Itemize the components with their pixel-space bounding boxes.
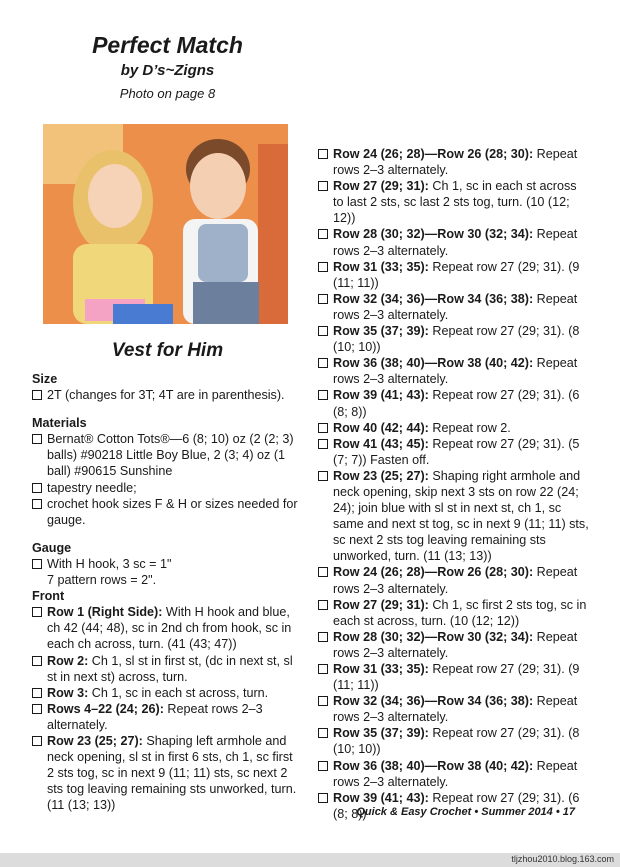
pattern-row: [318, 420, 590, 436]
checkbox-icon[interactable]: [318, 632, 328, 642]
pattern-row: [32, 701, 302, 733]
pattern-row: [32, 653, 302, 685]
materials-item: [32, 496, 302, 528]
checkbox-icon[interactable]: [318, 728, 328, 738]
row-text: Ch 1, sc in each st across, turn.: [88, 685, 269, 700]
checkbox-icon[interactable]: [318, 181, 328, 191]
row-text: Ch 1, sc in each st across to last 2 sts, sc last 2 sts tog, turn. (10 (12; 12)): [333, 179, 577, 226]
children-photo: [43, 124, 288, 324]
page-footer: Quick & Easy Crochet • Summer 2014 • 17: [356, 806, 575, 818]
row-label: Row 36 (38; 40)—Row 38 (40; 42):: [333, 356, 534, 371]
checkbox-icon[interactable]: [318, 294, 328, 304]
row-label: Row 28 (30; 32)—Row 30 (32; 34):: [333, 227, 534, 242]
row-label: Row 1 (Right Side):: [47, 605, 163, 620]
row-label: Row 36 (38; 40)—Row 38 (40; 42):: [333, 758, 534, 773]
checkbox-icon[interactable]: [318, 358, 328, 368]
page-title: Perfect Match: [92, 32, 243, 58]
materials-heading: Materials: [32, 416, 87, 431]
row-text: Repeat rows 2–3 alternately.: [333, 356, 578, 387]
row-label: Row 2:: [47, 653, 89, 668]
pattern-row: [318, 436, 590, 468]
checkbox-icon[interactable]: [318, 423, 328, 433]
pattern-row: [318, 693, 590, 725]
checkbox-icon[interactable]: [32, 483, 42, 493]
materials-item: [32, 431, 302, 479]
checkbox-icon[interactable]: [32, 390, 42, 400]
row-label: Row 27 (29; 31):: [333, 597, 429, 612]
checkbox-icon[interactable]: [318, 149, 328, 159]
pattern-row: [32, 604, 302, 652]
row-label: Row 3:: [47, 685, 89, 700]
row-text: Repeat rows 2–3 alternately.: [333, 694, 578, 725]
row-label: Row 23 (25; 27):: [47, 733, 143, 748]
size-text: 2T (changes for 3T; 4T are in parenthesis).: [47, 388, 285, 403]
pattern-row: [318, 323, 590, 355]
checkbox-icon[interactable]: [318, 696, 328, 706]
checkbox-icon[interactable]: [318, 439, 328, 449]
gauge-text-2: 7 pattern rows = 2".: [47, 573, 157, 588]
pattern-row: [318, 564, 590, 596]
row-text: Repeat row 27 (29; 31). (8 (10; 10)): [333, 726, 580, 757]
checkbox-icon[interactable]: [318, 326, 328, 336]
material-text: crochet hook sizes F & H or sizes needed for gauge.: [47, 496, 298, 527]
pattern-row: [318, 597, 590, 629]
pattern-row: [318, 629, 590, 661]
pattern-row: [318, 468, 590, 565]
pattern-row: [318, 355, 590, 387]
watermark-text: tljzhou2010.blog.163.com: [511, 854, 614, 864]
row-label: Row 23 (25; 27):: [333, 468, 429, 483]
gauge-item: [32, 556, 302, 572]
checkbox-icon[interactable]: [318, 471, 328, 481]
material-text: tapestry needle;: [47, 480, 137, 495]
row-label: Row 39 (41; 43):: [333, 790, 429, 805]
pattern-row: [318, 661, 590, 693]
pattern-row: [32, 733, 302, 813]
checkbox-icon[interactable]: [318, 390, 328, 400]
front-heading: Front: [32, 589, 65, 604]
checkbox-icon[interactable]: [318, 262, 328, 272]
row-text: Repeat row 27 (29; 31). (5 (7; 7)) Fasten off.: [333, 436, 580, 467]
checkbox-icon[interactable]: [318, 793, 328, 803]
photo-reference: Photo on page 8: [119, 86, 216, 101]
row-label: Row 27 (29; 31):: [333, 179, 429, 194]
checkbox-icon[interactable]: [32, 499, 42, 509]
row-label: Row 32 (34; 36)—Row 34 (36; 38):: [333, 291, 534, 306]
checkbox-icon[interactable]: [32, 688, 42, 698]
row-label: Row 40 (42; 44):: [333, 420, 429, 435]
pattern-row: [318, 291, 590, 323]
checkbox-icon[interactable]: [32, 434, 42, 444]
row-text: Shaping right armhole and neck opening, skip next 3 sts on row 22 (24; 24); join blue with sl st in next st, ch 1, sc same and next st tog, sc in next 9 (11; 11) sts, sc next 2 sts tog leaving remaining sts unworked, turn. (11 (13; 13)): [333, 468, 589, 564]
row-label: Row 41 (43; 45):: [333, 436, 429, 451]
right-column: [318, 146, 590, 822]
size-heading: Size: [32, 372, 58, 386]
checkbox-icon[interactable]: [32, 559, 42, 569]
byline: by D’s~Zigns: [120, 62, 215, 79]
gauge-heading: Gauge: [32, 540, 72, 555]
row-label: Row 31 (33; 35):: [333, 259, 429, 274]
row-text: Repeat row 27 (29; 31). (8 (10; 10)): [333, 324, 580, 355]
pattern-row: [318, 758, 590, 790]
checkbox-icon[interactable]: [32, 736, 42, 746]
photo-illustration: [43, 124, 288, 324]
row-text: Repeat rows 2–3 alternately.: [333, 629, 578, 660]
row-text: Repeat rows 2–3 alternately.: [333, 291, 578, 322]
pattern-row: [318, 146, 590, 178]
row-text: Repeat row 2.: [428, 420, 511, 435]
pattern-row: [318, 178, 590, 226]
row-text: Repeat rows 2–3 alternately.: [333, 147, 578, 178]
row-label: Row 39 (41; 43):: [333, 388, 429, 403]
checkbox-icon[interactable]: [32, 607, 42, 617]
checkbox-icon[interactable]: [318, 600, 328, 610]
row-text: Repeat row 27 (29; 31). (9 (11; 11)): [333, 259, 580, 290]
row-label: Row 32 (34; 36)—Row 34 (36; 38):: [333, 694, 534, 709]
row-label: Row 24 (26; 28)—Row 26 (28; 30):: [333, 147, 534, 161]
section-title: Vest for Him: [111, 340, 224, 361]
checkbox-icon[interactable]: [32, 656, 42, 666]
material-text: Bernat® Cotton Tots®—6 (8; 10) oz (2 (2; 3) balls) #90218 Little Boy Blue, 2 (3; 4) oz (1 ball) #90615 Sunshine: [47, 432, 294, 479]
row-label: Row 35 (37; 39):: [333, 324, 429, 339]
pattern-row: [318, 387, 590, 419]
gauge-text: With H hook, 3 sc = 1": [47, 556, 172, 571]
row-label: Row 35 (37; 39):: [333, 726, 429, 741]
row-text: Ch 1, sl st in first st, (dc in next st, sl st in next st) across, turn.: [47, 653, 293, 684]
row-label: Row 24 (26; 28)—Row 26 (28; 30):: [333, 565, 534, 580]
size-item: [32, 387, 302, 403]
checkbox-icon[interactable]: [318, 229, 328, 239]
checkbox-icon[interactable]: [318, 664, 328, 674]
pattern-row: [32, 685, 302, 701]
row-text: Repeat rows 2–3 alternately.: [333, 758, 578, 789]
row-text: Repeat rows 2–3 alternately.: [333, 227, 578, 258]
pattern-row: [318, 725, 590, 757]
row-text: Shaping left armhole and neck opening, sl st in first 6 sts, ch 1, sc first 2 sts tog, sc in next 9 (11; 11) sts, sc next 2 sts tog leaving remaining sts unworked, turn. (11 (13; 13)): [47, 733, 297, 813]
row-text: Repeat row 27 (29; 31). (9 (11; 11)): [333, 662, 580, 693]
row-label: Row 31 (33; 35):: [333, 662, 429, 676]
row-text: Ch 1, sc first 2 sts tog, sc in each st across, turn. (10 (12; 12)): [333, 597, 587, 628]
checkbox-icon[interactable]: [318, 761, 328, 771]
checkbox-icon[interactable]: [318, 567, 328, 577]
row-label: Row 28 (30; 32)—Row 30 (32; 34):: [333, 629, 534, 644]
materials-item: [32, 480, 302, 496]
left-column: [32, 371, 302, 813]
row-text: Repeat row 27 (29; 31). (6 (8; 8)): [333, 790, 580, 821]
row-text: With H hook and blue, ch 42 (44; 48), sc in 2nd ch from hook, sc in each ch across, turn. (41 (43; 47)): [47, 605, 292, 652]
pattern-row: [318, 259, 590, 291]
row-text: Repeat rows 2–3 alternately.: [47, 701, 263, 732]
checkbox-icon[interactable]: [32, 704, 42, 714]
row-text: Repeat rows 2–3 alternately.: [333, 565, 578, 596]
pattern-row: [318, 226, 590, 258]
row-label: Rows 4–22 (24; 26):: [47, 701, 164, 716]
row-text: Repeat row 27 (29; 31). (6 (8; 8)): [333, 388, 580, 419]
